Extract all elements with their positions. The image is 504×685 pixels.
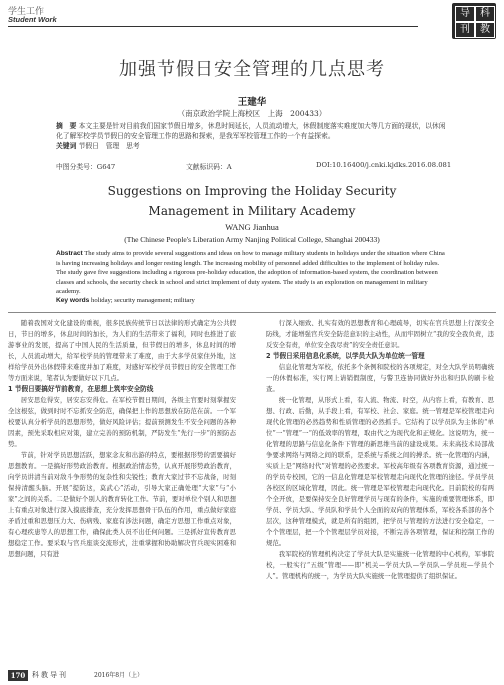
abstract-label-cn: 摘 要 <box>56 122 77 130</box>
abstract-cn <box>56 121 448 151</box>
doi: DOI:10.16400/j.cnki.kjdks.2016.08.081 <box>316 161 452 169</box>
keywords-label-cn: 关键词 <box>56 142 77 150</box>
body-paragraph: 居安思危得安，居安忘安得危。在军校节假日期间，各级主官要时刻掌握安全这根弦，做到时时不忘抓安全防范，确保把上作的思想放在防范在前。一个军校要认真分析学员的思想形势，做好风险评估；提前预测发生不安全问题的各种因素，预先采取相应对策，建立完善的预防机制，严防发生“先行一步”的预防态势。 <box>8 396 236 448</box>
body-paragraph: 节前，针对学员思想活跃，想家念友和出游的特点，要根据形势的需要搞好思想教育。一是搞好形势政治教育。根据政治情态势，认真开展形势政治教育，向学员讲清当前对敌斗争形势的复杂性和尖锐性；教育大家过节不忘战备，时刻保持清醒头脑。开展“提防这，莫武心”活动，引导大家正确处理“大家”与“小家”之间的关系。二是做好个别人的教育转化工作。节前，要对单位个别人和思想上有重点对象进行深入摸底排查，充分发挥思想骨干队伍的作用，重点做好家庭矛盾过重和思想压力大、伤病残、家庭有涉法问题，确定方思想工作重点对象，有心理疾患等人的思想工作，确保此类人员不出任何问题。三是抓好宣传教育思想稳定工作。要采取与官兵座谈交流形式，注重掌握和协助解决官兵现实困难和思想问题，只有进 <box>8 451 236 558</box>
abstract-en <box>56 249 448 297</box>
body-column-right <box>266 318 494 666</box>
page-number: 170 <box>8 670 28 681</box>
issue-date: 2016年8月（上） <box>94 672 144 679</box>
article-title-cn: 加强节假日安全管理的几点思考 <box>119 59 385 80</box>
header-rule <box>8 26 418 27</box>
abstract-text-en: The study aims to provide several suggestions and ideas on how to manage military students in holidays under the situation where China is having increasing holidays and longer resting length. The increasing mobility of personnel added difficulties to the implement of holiday rules. The study gave five suggestions including a rigorous pre-holiday education, the adoption of information-based system, the coordination between classes and schools, the security check in school and strict implement of duty system. The study is an exploration on management in military academy. <box>56 250 445 296</box>
logo-char: 刊 <box>455 22 475 38</box>
affiliation-cn: （南京政治学院上海校区 上海 200433） <box>177 109 327 118</box>
affiliation-en: (The Chinese People's Liberation Army Nanjing Political College, Shanghai 200433) <box>124 235 380 244</box>
body-paragraph: 统一化管理，从形式上看，有人流、物流、时空，从内容上看，有教育、思想、行政、后勤，从手段上看，有军校、社会、家庭。统一管理是军校管理走向现代化管理的必然趋势和性质管理的必然抓手。它结构了以学员队为主体的“单位”一“管理”一“的低效率的管理，取由代之为现代化和正规化。这说明为，统一化管理的思路与信息化条件下管理的新思维当前的建设成果。未来高技术局部战争要求网络与网络之间的联系，是系统与系统之间的搏杀。统一化管理的内涵，实质上是“网络时代”对管理的必然要求。军校高年级有各项教育资源，通过统一的学员专校园，它的一信息化管理是军校管理走向现代化管理的途径。学员学员各校区的区域化管理，因此。统一管理是军校管理走向现代化。目前院校的有两个全开放，是要保持安全良好管理学员与现有的条件，实施的重要管理体系，即学员、学员大队、学员队和学员个人全面的双向的管理体系，军校各系部的各个层次，这种管理模式，就是所有的组团，把学员与管理的方法进行安全稳定，一个个管理层，把一个个管理层学员对接，不断完善各项管理，保证和控制工作的规范。 <box>266 396 494 547</box>
keywords-en: holiday; security management; military <box>91 297 195 304</box>
document-code: 文献标识码：A <box>186 163 232 171</box>
abstract-label-en: Abstract <box>56 250 83 257</box>
logo-char: 导 <box>455 6 475 22</box>
keywords-label-en: Key words <box>56 297 90 304</box>
author-cn: 王建华 <box>237 97 267 108</box>
article-title-en-line2: Management in Military Academy <box>148 204 356 218</box>
journal-logo <box>452 3 496 39</box>
body-paragraph: 行深入细致、扎实有效的思想教育和心理疏导，切实在官兵思想上行深安全防线，才能增强官兵安全防范意识的主动性，从而牢固树立“我的安全我负责，违反安全有责，单位安全我尽责”的安全责任意识。 <box>266 319 494 349</box>
page-footer <box>8 670 158 681</box>
section-heading: 2 节假日采用信息化系统，以学员大队为单位统一管理 <box>266 352 425 360</box>
article-title-en <box>0 181 504 221</box>
section-name-cn: 学生工作 <box>8 7 45 17</box>
section-name-en: Student Work <box>8 15 57 24</box>
section-divider <box>8 312 496 313</box>
body-paragraph: 我军院校的管理机构决定了学员大队是实施统一化管理的中心机构，军事院校，一般实行“五级”管理——即“机关—学员大队—学员队—学员班—学员个人”。管理机构的统一，为学员大队实施统一化管理提供了组织保证。 <box>266 550 494 580</box>
logo-char: 科 <box>475 6 495 22</box>
section-heading: 1 节假日要搞好节前教育，在思想上筑牢安全防线 <box>8 385 154 393</box>
clc-number: 中图分类号：G647 <box>56 163 116 171</box>
logo-char: 教 <box>475 22 495 38</box>
body-paragraph: 随着我国对文化建设的重视，很多民族传统节日以法律的形式确定为公共假日，节日的增多，休息时间的加长，为人们的生活带来了福利，同时也推进了旅游事业的发展，提高了中国人民的生活质量，但节假日的增多，休息时间的增长，人员流动增大，给军校学员的管理带来了难度，由于大多学员家住外地，这样给学员外出休假带来难度并加了难度，对感好军校学员节假日的安全管理工作等方面来说，笔者认为要做好以下几点。 <box>8 319 236 382</box>
keywords-cn: 节假日 管理 思考 <box>78 142 140 150</box>
body-column-left <box>8 318 236 666</box>
abstract-text-cn: 本文主要是针对目前我们国家节假日增多，休息时间延长，人员流动增大，休假制度落实难度加大等几方面的现状，以休闲化了解军校学员节假日的安全管理工作的思路和探索，是我军军校管理工作的一个有益探索。 <box>56 122 446 140</box>
keywords-en-line <box>56 297 448 304</box>
journal-name: 科教导刊 <box>32 671 68 679</box>
body-paragraph: 信息化管理为军校，依托多个条例和院校的各项规定，对全大队学员明确统一的休假标准，实行网上请销假制度，与警卫连协同做好外出和归队的刷卡检查。 <box>266 363 494 393</box>
article-title-en-line1: Suggestions on Improving the Holiday Security <box>107 184 397 198</box>
author-en: WANG Jianhua <box>225 222 279 232</box>
